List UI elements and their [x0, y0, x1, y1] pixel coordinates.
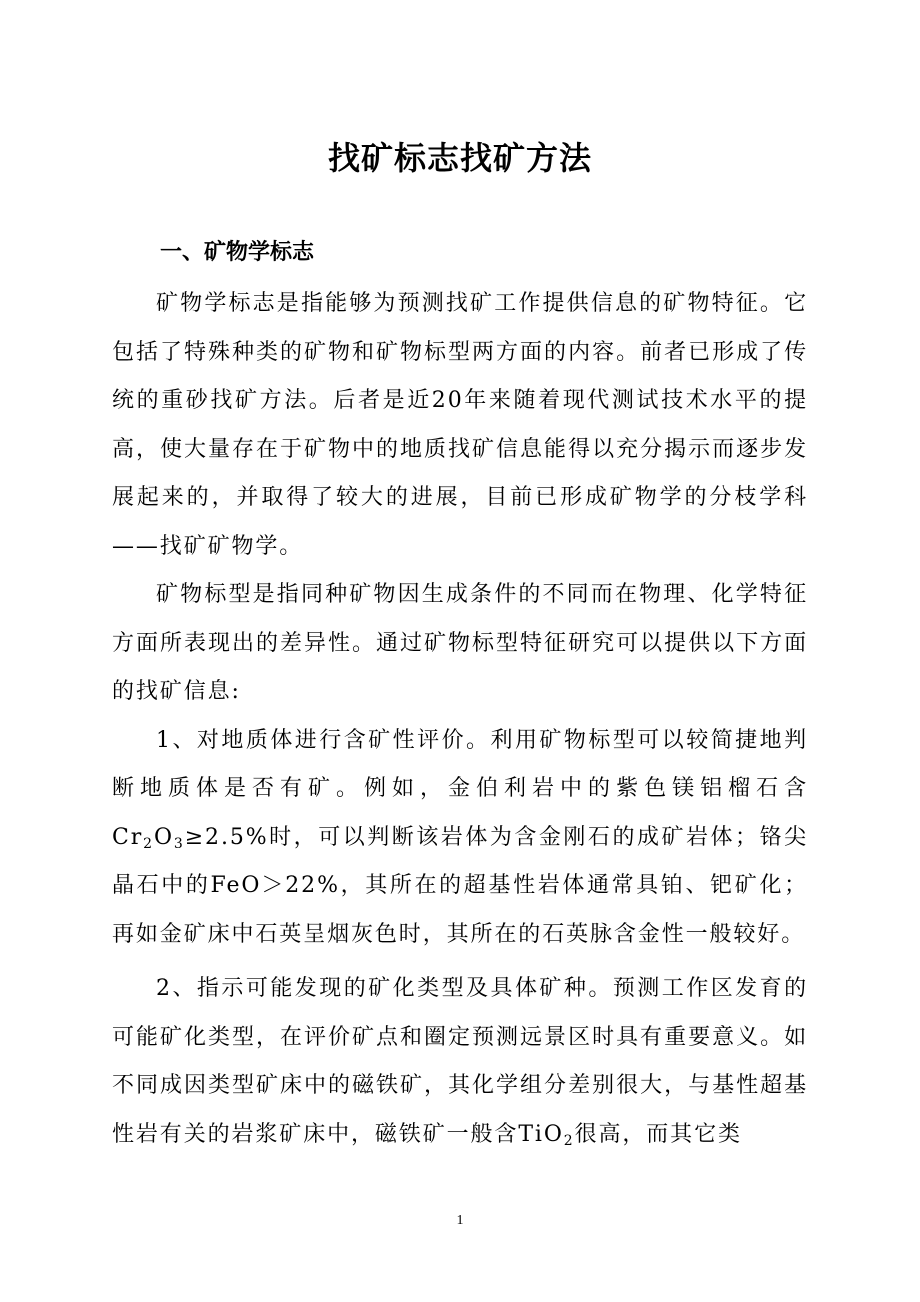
paragraph-item-1: [112, 717, 808, 960]
item-1-text-before: 1、对地质体进行含矿性评价。利用矿物标型可以较简捷地判断地质体是否有矿。例如，金伯利岩中的紫色镁铝榴石含: [112, 727, 808, 801]
body-text: [112, 280, 808, 1159]
section-heading: 一、矿物学标志: [160, 240, 315, 265]
formula-tio2: TiO$_2$: [518, 1121, 575, 1149]
item-2-text-after: 很高，而其它类: [574, 1121, 742, 1147]
page-number: 1: [456, 1213, 464, 1228]
document-title: 找矿标志找矿方法: [327, 139, 592, 177]
formula-cr2o3: $Cr_2O_3$: [112, 824, 185, 852]
paragraph-intro: 矿物学标志是指能够为预测找矿工作提供信息的矿物特征。它包括了特殊种类的矿物和矿物标型两方面的内容。前者已形成了传统的重砂找矿方法。后者是近20年来随着现代测试技术水平的提高，使大量存在于矿物中的地质找矿信息能得以充分揭示而逐步发展起来的，并取得了较大的进展，目前已形成矿物学的分枝学科——找矿矿物学。: [112, 291, 808, 559]
item-1-text-after: ≥2.5%时，可以判断该岩体为含金刚石的成矿岩体；铬尖晶石中的FeO＞22%，其所在的超基性岩体通常具铂、钯矿化；再如金矿床中石英呈烟灰色时，其所在的石英脉含金性一般较好。: [112, 824, 808, 947]
paragraph-mineral-typomorphism: 矿物标型是指同种矿物因生成条件的不同而在物理、化学特征方面所表现出的差异性。通过矿物标型特征研究可以提供以下方面的找矿信息:: [112, 582, 808, 704]
item-2-text-before: 2、指示可能发现的矿化类型及具体矿种。预测工作区发育的可能矿化类型，在评价矿点和圈定预测远景区时具有重要意义。如不同成因类型矿床中的磁铁矿，其化学组分差别很大，与基性超基性岩有关的岩浆矿床中，磁铁矿一般含: [112, 976, 808, 1147]
paragraph-item-2: [112, 965, 808, 1159]
